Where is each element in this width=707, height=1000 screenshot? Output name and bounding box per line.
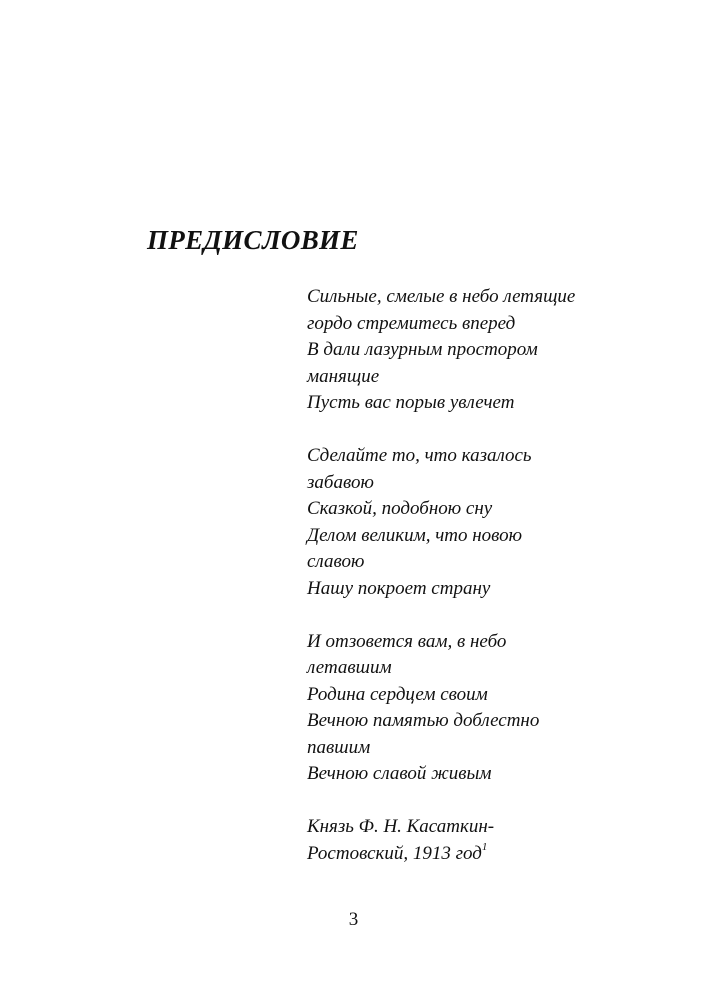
poem-stanza-1 — [307, 284, 687, 417]
poem-line: славою — [307, 551, 365, 572]
poem-line: Сильные, смелые в небо летящие — [307, 286, 576, 307]
poem-line: Сказкой, подобною сну — [307, 498, 493, 519]
poem-line: Делом великим, что новою — [307, 524, 523, 546]
poem-line: гордо стремитесь вперед — [307, 312, 516, 334]
attribution-date — [307, 841, 687, 868]
poem-line: Нашу покроет страну — [307, 577, 491, 599]
attribution-date-text: Ростовский, 1913 год — [307, 842, 482, 864]
footnote-marker[interactable]: 1 — [481, 841, 488, 854]
epigraph-poem — [307, 284, 687, 867]
poem-line: манящие — [307, 365, 380, 387]
poem-line: В дали лазурным простором — [307, 339, 538, 360]
page-title: ПРЕДИСЛОВИЕ — [147, 225, 359, 255]
poem-line: Родина сердцем своим — [307, 683, 488, 705]
poem-line: Вечною славой живым — [307, 763, 492, 784]
poem-line: Вечною памятью доблестно — [307, 710, 540, 731]
poem-line: летавшим — [307, 657, 392, 678]
poem-attribution — [307, 814, 687, 867]
poem-line: Пусть вас порыв увлечет — [307, 392, 515, 413]
poem-stanza-3 — [307, 629, 687, 788]
poem-line: павшим — [307, 736, 371, 758]
poem-line: забавою — [307, 471, 374, 493]
poem-line: И отзовется вам, в небо — [307, 630, 507, 652]
poem-stanza-2 — [307, 443, 687, 602]
page-number: 3 — [348, 909, 359, 930]
poem-line: Сделайте то, что казалось — [307, 445, 532, 466]
attribution-author: Князь Ф. Н. Касаткин- — [307, 816, 495, 837]
